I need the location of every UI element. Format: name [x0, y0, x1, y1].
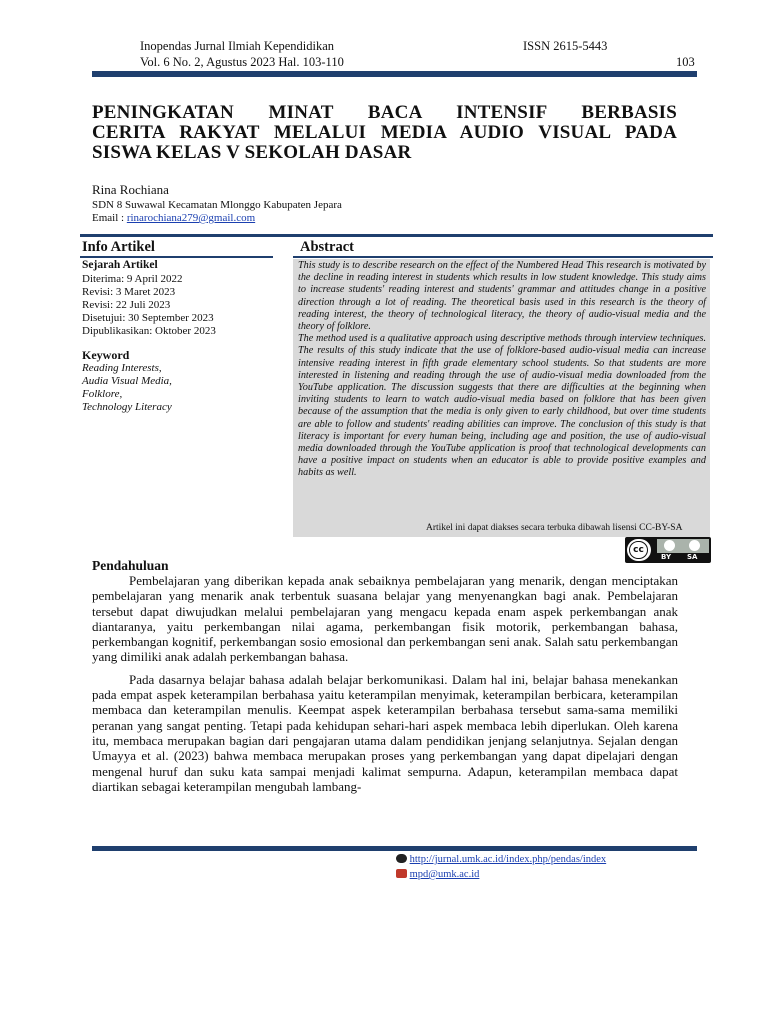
- issn: ISSN 2615-5443: [523, 39, 608, 53]
- cc-by-sa-badge[interactable]: [625, 537, 711, 563]
- keyword-item: Folklore,: [82, 388, 123, 400]
- intro-heading: Pendahuluan: [92, 558, 169, 573]
- by-label: BY: [661, 553, 672, 561]
- person-icon: [664, 540, 675, 551]
- globe-icon: [396, 854, 407, 863]
- author-email-link[interactable]: rinarochiana279@gmail.com: [126, 212, 256, 224]
- page-number: 103: [676, 55, 695, 69]
- abstract-body: [298, 260, 706, 480]
- author-email-line: [92, 212, 255, 225]
- title-line: PENINGKATAN MINAT BACA INTENSIF BERBASIS: [92, 102, 677, 123]
- footer-url-line: [396, 854, 606, 865]
- history-item: Revisi: 3 Maret 2023: [82, 286, 176, 298]
- abstract-heading: Abstract: [300, 239, 354, 255]
- abstract-paragraph: The method used is a qualitative approach using descriptive methods through interview techniques. The results of this study indicate that the use of folklore-based audio-visual media can increase intensive reading interest in fifth grade elementary school students. So that students are more interested in listening and reading through the use of audio-visual media downloaded from the YouTube application. The discussion suggests that there are difficulties at the beginning when inviting students to learn to watch audio-visual media based on folklore that has been given because of the assumption that the media is only given to early childhood, but over time students are able to follow and students' reading abilities can improve. The conclusion of this study is that literacy is important for every human being, including age and position, the use of audio-visual media downloaded through the YouTube application is proof that technological developments can have a positive impact on students when an educator is able to provide positive examples and habits as well.: [298, 333, 706, 479]
- title-line: CERITA RAKYAT MELALUI MEDIA AUDIO VISUAL PADA: [92, 122, 677, 143]
- sa-label: SA: [687, 553, 698, 561]
- title-line: SISWA KELAS V SEKOLAH DASAR: [92, 142, 412, 163]
- keyword-item: Audia Visual Media,: [82, 375, 172, 387]
- footer-rule: [92, 846, 697, 851]
- author-affiliation: SDN 8 Suwawal Kecamatan Mlonggo Kabupaten Jepara: [92, 199, 342, 211]
- keyword-item: Technology Literacy: [82, 401, 172, 413]
- journal-email-link[interactable]: mpd@umk.ac.id: [409, 869, 480, 880]
- intro-paragraph: Pada dasarnya belajar bahasa adalah belajar berkomunikasi. Dalam hal ini, belajar bahasa menekankan pada empat aspek keterampilan berbahasa yaitu keterampilan menyimak, keterampilan berbicara, keterampilan membaca dan keterampilan menulis. Keempat aspek keterampilan berbahasa tersebut sama-sama memiliki peranan yang sangat penting. Tetapi pada kehidupan sehari-hari aspek membaca lebih diperlukan. Oleh karena itu, membaca merupakan bagian dari pengajaran utama dalam pendidikan jenjang selanjutnya. Sejalan dengan Umayya et al. (2023) bahwa membaca merupakan proses yang perkembangan yang dapat dipelajari dengan mengenal huruf dan suku kata sampai menjadi kalimat sempurna. Adapun, keterampilan membaca dapat diartikan sebagai keterampilan mengubah lambang-: [92, 671, 678, 794]
- paper-title: [92, 103, 677, 163]
- share-alike-icon: [689, 540, 700, 551]
- header-rule: [92, 71, 697, 77]
- email-label: Email :: [92, 212, 127, 224]
- cc-icon: [627, 539, 651, 561]
- history-item: Disetujui: 30 September 2023: [82, 312, 214, 324]
- journal-url-link[interactable]: http://jurnal.umk.ac.id/index.php/pendas/index: [409, 854, 607, 865]
- badge-icon-strip: [657, 539, 709, 553]
- abstract-paragraph: This study is to describe research on the effect of the Numbered Head This research is motivated by the decline in reading interest in students which results in low student knowledge. This study aims to increase students' reading interest and students' grammar and attitudes change in a positive direction through a lot of reading. The theoretical basis used in this research is the theory of reading interest, the theory of technological literacy, the theory of audio-visual media and the theory of folklore.: [298, 260, 706, 333]
- keyword-item: Reading Interests,: [82, 362, 162, 374]
- abstract-heading-rule: [293, 256, 713, 258]
- info-heading: Info Artikel: [82, 239, 155, 255]
- footer-email-line: [396, 869, 479, 880]
- keyword-heading: Keyword: [82, 348, 130, 362]
- section-rule-top: [80, 234, 713, 237]
- journal-name: Inopendas Jurnal Ilmiah Kependidikan: [140, 39, 335, 53]
- mail-icon: [396, 869, 407, 878]
- history-item: Diterima: 9 April 2022: [82, 273, 183, 285]
- history-heading: Sejarah Artikel: [82, 259, 158, 271]
- info-heading-rule: [80, 256, 273, 258]
- author-name: Rina Rochiana: [92, 182, 169, 197]
- history-item: Revisi: 22 Juli 2023: [82, 299, 171, 311]
- cc-text: cc: [629, 541, 648, 559]
- volume-info: Vol. 6 No. 2, Agustus 2023 Hal. 103-110: [140, 55, 344, 69]
- history-item: Dipublikasikan: Oktober 2023: [82, 325, 216, 337]
- intro-body: [92, 573, 678, 794]
- intro-paragraph: Pembelajaran yang diberikan kepada anak sebaiknya pembelajaran yang menarik, dengan menciptakan pembelajaran yang menarik anak terbentuk suasana belajar yang menyenangkan bagi anak. Pembelajaran tersebut dapat diwujudkan melalui pembelajaran yang mengacu kepada enam aspek perkembangan anak diantaranya, yaitu perkembangan nilai agama, perkembangan fisik motorik, perkembangan bahasa, perkembangan kognitif, perkembangan sosio emosional dan perkembangan seni anak. Salah satu perkembangan yang dimiliki anak adalah perkembangan bahasa.: [92, 573, 678, 665]
- license-note: Artikel ini dapat diakses secara terbuka dibawah lisensi CC-BY-SA: [426, 523, 683, 533]
